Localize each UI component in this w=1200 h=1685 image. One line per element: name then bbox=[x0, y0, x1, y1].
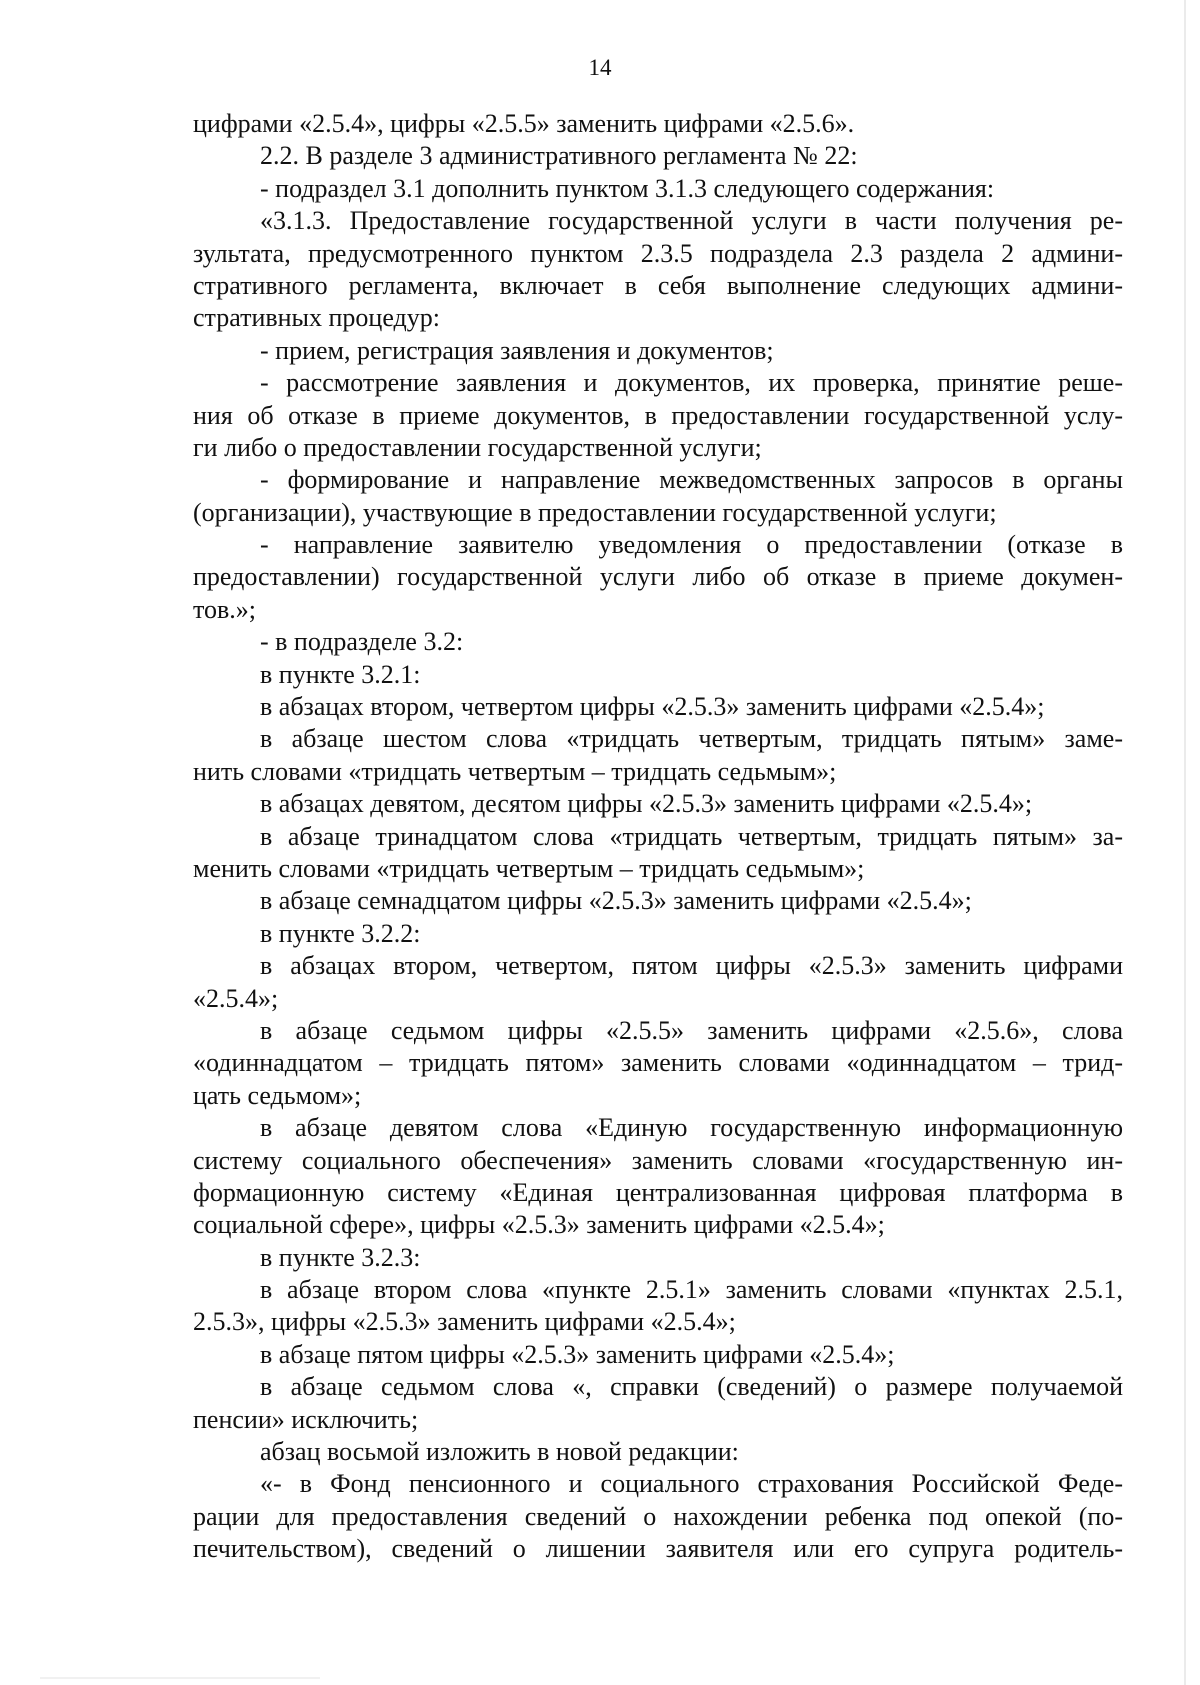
text-line: в пункте 3.2.2: bbox=[260, 918, 421, 948]
text-line: предоставлении) государственной услуги либо об отказе в приеме докумен- bbox=[193, 562, 1123, 592]
text-line: - прием, регистрация заявления и документов; bbox=[260, 335, 774, 365]
text-line: в пункте 3.2.1: bbox=[260, 659, 421, 689]
text-line: менить словами «тридцать четвертым – тридцать седьмым»; bbox=[193, 853, 865, 883]
text-line: (организации), участвующие в предоставлении государственной услуги; bbox=[193, 497, 997, 527]
text-line: «2.5.4»; bbox=[193, 983, 279, 1013]
text-line: систему социального обеспечения» заменить словами «государственную ин- bbox=[193, 1145, 1123, 1175]
text-line: в абзаце шестом слова «тридцать четвертым, тридцать пятым» заме- bbox=[260, 724, 1123, 754]
text-line: абзац восьмой изложить в новой редакции: bbox=[260, 1437, 739, 1467]
text-line: в абзацах девятом, десятом цифры «2.5.3» заменить цифрами «2.5.4»; bbox=[260, 789, 1033, 819]
text-line: в пункте 3.2.3: bbox=[260, 1242, 421, 1272]
text-line: зультата, предусмотренного пунктом 2.3.5 подраздела 2.3 раздела 2 админи- bbox=[193, 238, 1123, 268]
text-line: в абзацах втором, четвертом цифры «2.5.3» заменить цифрами «2.5.4»; bbox=[260, 692, 1045, 722]
text-line: тов.»; bbox=[193, 594, 257, 624]
text-line: в абзаце пятом цифры «2.5.3» заменить цифрами «2.5.4»; bbox=[260, 1339, 895, 1369]
text-line: цать седьмом»; bbox=[193, 1080, 362, 1110]
scan-edge-shadow bbox=[1184, 0, 1186, 1685]
text-line: пенсии» исключить; bbox=[193, 1404, 419, 1434]
text-line: рации для предоставления сведений о нахождении ребенка под опекой (по- bbox=[193, 1501, 1123, 1531]
text-line: формационную систему «Единая централизованная цифровая платформа в bbox=[193, 1177, 1123, 1207]
text-line: в абзаце седьмом цифры «2.5.5» заменить цифрами «2.5.6», слова bbox=[260, 1015, 1123, 1045]
text-line: «- в Фонд пенсионного и социального страхования Российской Феде- bbox=[260, 1469, 1123, 1499]
text-line: в абзаце втором слова «пункте 2.5.1» заменить словами «пунктах 2.5.1, bbox=[260, 1275, 1123, 1305]
text-line: ния об отказе в приеме документов, в предоставлении государственной услу- bbox=[193, 400, 1123, 430]
text-line: - подраздел 3.1 дополнить пунктом 3.1.3 следующего содержания: bbox=[260, 173, 995, 203]
text-line: - направление заявителю уведомления о предоставлении (отказе в bbox=[260, 530, 1123, 560]
text-line: - рассмотрение заявления и документов, их проверка, принятие реше- bbox=[260, 368, 1123, 398]
text-line: в абзацах втором, четвертом, пятом цифры «2.5.3» заменить цифрами bbox=[260, 951, 1123, 981]
text-line: в абзаце девятом слова «Единую государственную информационную bbox=[260, 1113, 1123, 1143]
text-line: «3.1.3. Предоставление государственной услуги в части получения ре- bbox=[260, 206, 1123, 236]
text-line: ги либо о предоставлении государственной услуги; bbox=[193, 432, 762, 462]
scan-bottom-smudge bbox=[40, 1677, 320, 1679]
text-line: цифрами «2.5.4», цифры «2.5.5» заменить цифрами «2.5.6». bbox=[193, 109, 855, 138]
text-line: - формирование и направление межведомственных запросов в органы bbox=[260, 465, 1123, 495]
text-line: в абзаце семнадцатом цифры «2.5.3» заменить цифрами «2.5.4»; bbox=[260, 886, 972, 916]
document-body bbox=[193, 108, 1123, 1566]
text-line: стративного регламента, включает в себя выполнение следующих админи- bbox=[193, 270, 1123, 300]
text-line: нить словами «тридцать четвертым – тридцать седьмым»; bbox=[193, 756, 837, 786]
text-line: 2.5.3», цифры «2.5.3» заменить цифрами «2.5.4»; bbox=[193, 1307, 736, 1337]
text-line: - в подразделе 3.2: bbox=[260, 627, 464, 657]
text-line: 2.2. В разделе 3 административного регламента № 22: bbox=[260, 141, 858, 171]
page-number: 14 bbox=[588, 55, 612, 80]
text-line: «одиннадцатом – тридцать пятом» заменить словами «одиннадцатом – трид- bbox=[193, 1048, 1123, 1078]
text-line: в абзаце тринадцатом слова «тридцать четвертым, тридцать пятым» за- bbox=[260, 821, 1123, 851]
text-line: печительством), сведений о лишении заявителя или его супруга родитель- bbox=[193, 1534, 1123, 1564]
text-line: в абзаце седьмом слова «, справки (сведений) о размере получаемой bbox=[260, 1372, 1123, 1402]
text-line: социальной сфере», цифры «2.5.3» заменить цифрами «2.5.4»; bbox=[193, 1210, 885, 1240]
text-line: стративных процедур: bbox=[193, 303, 440, 333]
